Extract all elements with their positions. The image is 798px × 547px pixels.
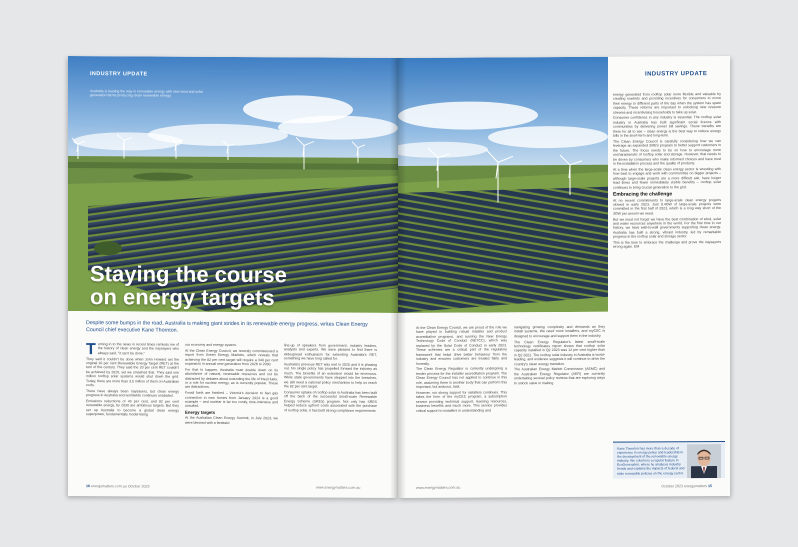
body-paragraph: They said it couldn't be done when John Howard set the original 10 per cent Renewable Energy Target (RET) at the turn of the century. They said the 20 per cent RET couldn't be achieved by 2020, yet we smashed that. They said one million rooftop solar systems would shut down the grid. Today, there are more than 3.5 million of them on Australian roofs.: [86, 356, 179, 388]
body-paragraph: For that to happen, Australia must double down on its abundance of natural, renewable resources and not be distracted by debates about extending the life of fossil fuels, or a role for nuclear energy, as is currently popular. These are distractions.: [185, 367, 278, 390]
body-paragraph: This is the time to embrace the challenge and prove the naysayers wrong again. EM: [613, 240, 721, 250]
wind-solar-farm-photo-left: [68, 56, 398, 313]
magazine-spread: [68, 58, 730, 498]
body-paragraph: At the Clean Energy Council, we recently commissioned a report from Green Energy Markets, which reveals that achieving the 82 per cent target will require a 340 per cent expansion in annual new generation from 2026 to 2030.: [185, 348, 278, 367]
body-paragraph: At a time when the large-scale clean energy sector is wrestling with how best to engage and work with communities on bigger projects – although large-scale projects are a more difficult ask, have longer lead times and fewer immediately visible benefits – rooftop solar continues to bring crucial generation to the grid.: [613, 166, 721, 190]
body-paragraph: Consumer uptake of rooftop solar in Australia has been built off the back of the successful Small-scale Renewable Energy Scheme (SRES) program. Not only has SRES helped reduce upfront costs associated with the purchase of rooftop solar, it has built strong compliance requirements: [284, 390, 377, 413]
body-paragraph: Consumer confidence in any industry is essential. The rooftop solar industry in Australia has built significant social licence with communities by delivering power bill savings. These benefits are there for all to see – clean energy is the best way to reduce energy bills in the short-term and long-term.: [613, 115, 721, 138]
author-portrait: [687, 444, 721, 478]
body-paragraph: The Clean Energy Regulator's latest small-scale technology certificates report shows that rooftop solar capacity installed in Q2 2023 was 12 per cent higher than in Q2 2022. The rooftop solar industry in Australia is world-leading, and evidence suggests it will continue to drive the country's clean energy transition.: [514, 339, 605, 367]
section-tag: INDUSTRY UPDATE: [645, 71, 708, 78]
body-paragraph: At the Clean Energy Council, we are proud of the role we have played in building robust installer and product accreditation programs, and running the New Energy Technology Code of Conduct (NETCC), which was replaced by the Solar Code of Conduct in early 2023. These schemes are a critical part of the regulatory framework that helps drive better behaviour from the industry and ensures customers are treated fairly and honestly.: [416, 325, 507, 366]
body-paragraph: Australia's previous RET was met in 2020 and it is phasing out. No single policy has propelled forward the industry as much. The benefits of an extension would be enormous. While state governments have stepped into the breaches, we still need a national policy mechanism to help us reach the 82 per cent target.: [284, 362, 377, 389]
body-paragraph: urning in to the news in recent times reminds me of the history of clean energy and the naysayers who always said, "it can't be done.": [97, 342, 179, 356]
wind-solar-farm-photo-right: [398, 57, 608, 313]
body-paragraph: energy generated from rooftop solar more flexible and valuable by creating markets and providing incentives for consumers to move their energy to different parts of the day when the system has spare capacity. These reforms are important to unlocking new revenue streams and incentivising households to take up solar.: [613, 92, 721, 115]
subheading: Embracing the challenge: [613, 191, 673, 198]
folio-text: October 2023 energymatters: [661, 484, 707, 489]
body-paragraph: navigating growing complexity and demands as they install systems. We need more installers, and myCEC is designed to encourage and support them in the industry.: [514, 324, 605, 339]
body-paragraph: But we must not forget we have the best combination of wind, solar and water resources anywhere in the world. For the first time in our history, we have wall-to-wall governments supporting clean energy. Australia has built a strong, vibrant industry, led by remarkable progress in the rooftop solar and storage sector.: [613, 216, 721, 240]
body-paragraph: The Clean Energy Council is carefully considering how we can leverage an expanded SRES program to better support customers in the future. The focus needs to be on how to encourage more uncharacteristic of rooftop solar and storage. However, that needs to be driven by consumers who make informed choices and have trust in the installation process and the quality of products.: [613, 138, 721, 166]
body-paragraph: Fossil fuels are finished – Victoria's decision to ban gas connection in new homes from January 2024 is a good example – and nuclear is far too costly, time-intensive and unsuited.: [185, 390, 278, 409]
right-folio: [661, 484, 712, 488]
right-column-3: [613, 92, 721, 251]
body-paragraph: our economy and energy system.: [185, 342, 237, 348]
subheading: Energy targets: [185, 409, 216, 415]
author-bio-box: [613, 441, 725, 479]
page-number: 16: [86, 484, 90, 489]
right-folio-url: www.energymatters.com.au: [416, 485, 461, 490]
left-page: [68, 56, 398, 498]
headline-line-2: on energy targets: [90, 284, 275, 311]
section-tag: INDUSTRY UPDATE: [90, 71, 148, 78]
body-paragraph: At no recent commitments to large-scale clean energy projects slowed in early 2023. Just 0.4GW of large-scale projects were committed in the first half of 2023, which is a long way short of the 3GW per annum we need.: [613, 197, 721, 216]
standfirst: Despite some bumps in the road, Australia is making giant strides in its renewable energy progress, writes Clean Energy Council chief executive Kane Thornton.: [86, 320, 368, 334]
body-paragraph: However, our strong support for installers continues. This takes the form of the myCEC program, a subscription service providing technical support, learning resources, business benefits and much more. This service provides critical support to installers in understanding and: [416, 390, 507, 413]
right-page: [398, 56, 730, 498]
folio-text: energymatters.com.au October 2023: [91, 484, 150, 489]
left-folio: [86, 484, 150, 488]
body-paragraph: The Australian Energy Market Commission (AEMC) and the Australian Energy Regulator (AER) are currently undertaking several policy reviews that are exploring ways to unlock value in making: [514, 367, 605, 386]
left-column-3: [284, 343, 377, 414]
body-paragraph: line-up of speakers from government, industry leaders, analysts and experts. We were pleased to find there is widespread enthusiasm for extending Australia's RET, something we have long called for.: [284, 343, 377, 361]
headline-line-1: Staying the course: [90, 261, 287, 288]
body-paragraph: There have always been naysayers, but clean energy progress in Australia and worldwide continues unabated.: [86, 389, 179, 398]
left-column-2: [185, 343, 278, 427]
right-column-2: [514, 325, 605, 387]
body-paragraph: At the Australian Clean Energy Summit, in July 2023, we were blessed with a fantastic: [185, 416, 278, 425]
left-folio-url: www.energymatters.com.au: [316, 485, 361, 490]
left-column-1: [86, 342, 179, 419]
page-number: 15: [708, 484, 712, 489]
drop-cap: T: [86, 341, 96, 359]
author-bio: Kane Thornton has more than a decade of experience in energy policy and leadership in the development of the renewable energy industry. We column is a regular feature in EcoGeneration, where he analyses industry trends and explains the impacts of federal and state renewable policies on the energy sector.: [617, 446, 685, 476]
spine-gutter: [390, 58, 406, 498]
right-column-1: [416, 325, 507, 414]
photo-caption: Australia is leading the way in renewable energy with new wind and solar generation farms producing clean renewable energy.: [90, 89, 204, 98]
body-paragraph: The Clean Energy Regulator is currently undergoing a tender process for the installer accreditation program. The Clean Energy Council has not applied to continue in this role, assuming there is another body that can perform this important, but arduous, task.: [416, 366, 507, 389]
article-headline: [90, 262, 287, 309]
body-paragraph: Emissions reductions of 43 per cent, and 82 per cent renewable energy, by 2030 are ambitious targets. But they set up Australia to become a global clean energy superpower, fundamentally modernising: [86, 399, 179, 417]
